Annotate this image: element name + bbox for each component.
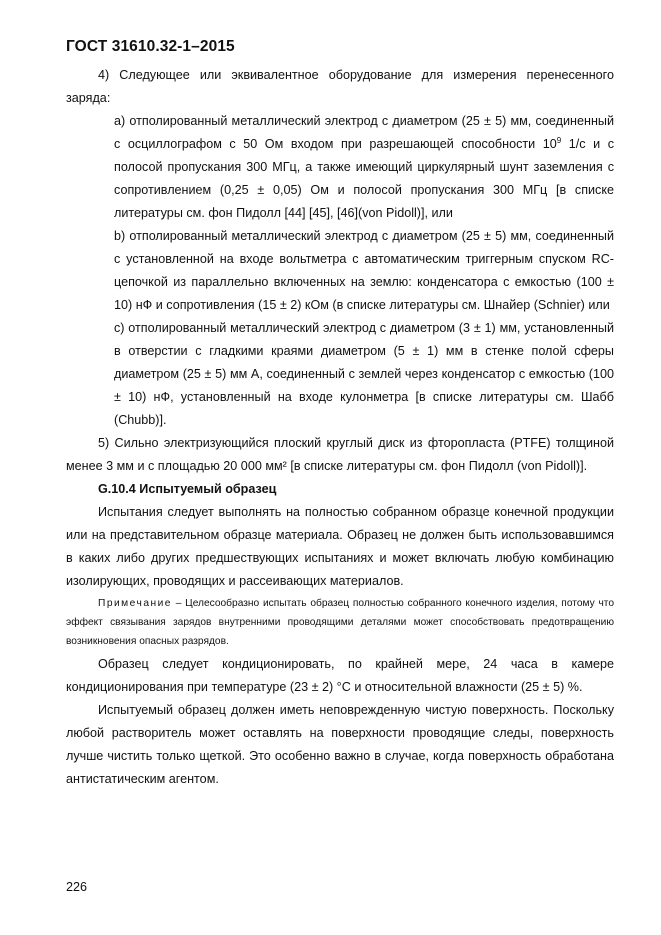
item-4a-text-1: а) отполированный металлический электрод с диаметром (25 ± 5) мм, соединенный с осциллографом с 50 Ом входом при разрешающей способности 10	[114, 114, 614, 151]
note	[66, 594, 614, 651]
item-4a-text-2: 1/с и с полосой пропускания 300 МГц, а также имеющий циркулярный шунт заземления с сопротивлением (0,25 ± 0,05) Ом и полосой пропускания 300 МГц [в списке литературы см. фон Пидолл [44] [45], [46](von Pidoll)], или	[114, 137, 614, 220]
item-5: 5) Сильно электризующийся плоский круглый диск из фторопласта (PTFE) толщиной менее 3 мм и с площадью 20 000 мм² [в списке литературы см. фон Пидолл (von Pidoll)].	[66, 436, 614, 473]
item-4b: b) отполированный металлический электрод с диаметром (25 ± 5) мм, соединенный с установленной на входе вольтметра с автоматическим триггерным спуском RC-цепочкой из параллельно включенных на землю: конденсатора с емкостью (100 ± 10) нФ и сопротивления (15 ± 2) кОм (в списке литературы см. Шнайер (Schnier) или	[114, 229, 614, 312]
note-text: – Целесообразно испытать образец полностью собранного конечного изделия, потому что эффект связывания зарядов внутренними проводящими деталями может способствовать предотвращению возникновения опасных разрядов.	[66, 598, 614, 647]
item-4a	[114, 110, 614, 225]
document-body	[66, 64, 614, 791]
paragraph-3: Испытуемый образец должен иметь неповрежденную чистую поверхность. Поскольку любой растворитель может оставлять на поверхности проводящие следы, поверхность лучше чистить только щеткой. Это особенно важно в случае, когда поверхность обработана антистатическим агентом.	[66, 703, 614, 786]
paragraph-2: Образец следует кондиционировать, по крайней мере, 24 часа в камере кондиционирования при температуре (23 ± 2) °С и относительной влажности (25 ± 5) %.	[66, 657, 614, 694]
item-4-intro: 4) Следующее или эквивалентное оборудование для измерения перенесенного заряда:	[66, 68, 614, 105]
paragraph-1: Испытания следует выполнять на полностью собранном образце конечной продукции или на представительном образце материала. Образец не должен быть использовавшимся в каких либо других предшествующих испытаниях и может включать любую комбинацию изолирующих, проводящих и рассеивающих материалов.	[66, 505, 614, 588]
page-number: 226	[66, 880, 88, 894]
note-label: Примечание	[98, 598, 172, 609]
section-heading: G.10.4 Испытуемый образец	[98, 482, 277, 496]
item-4c: c) отполированный металлический электрод с диаметром (3 ± 1) мм, установленный в отверстии с гладкими краями диаметром (5 ± 1) мм в стенке полой сферы диаметром (25 ± 5) мм А, соединенный с землей через конденсатор с емкостью (100 ± 10) нФ, установленный на входе кулонметра [в списке литературы см. Шабб (Chubb)].	[114, 321, 614, 427]
item-4a-superscript: 9	[556, 136, 562, 145]
document-header: ГОСТ 31610.32-1–2015	[66, 38, 235, 55]
